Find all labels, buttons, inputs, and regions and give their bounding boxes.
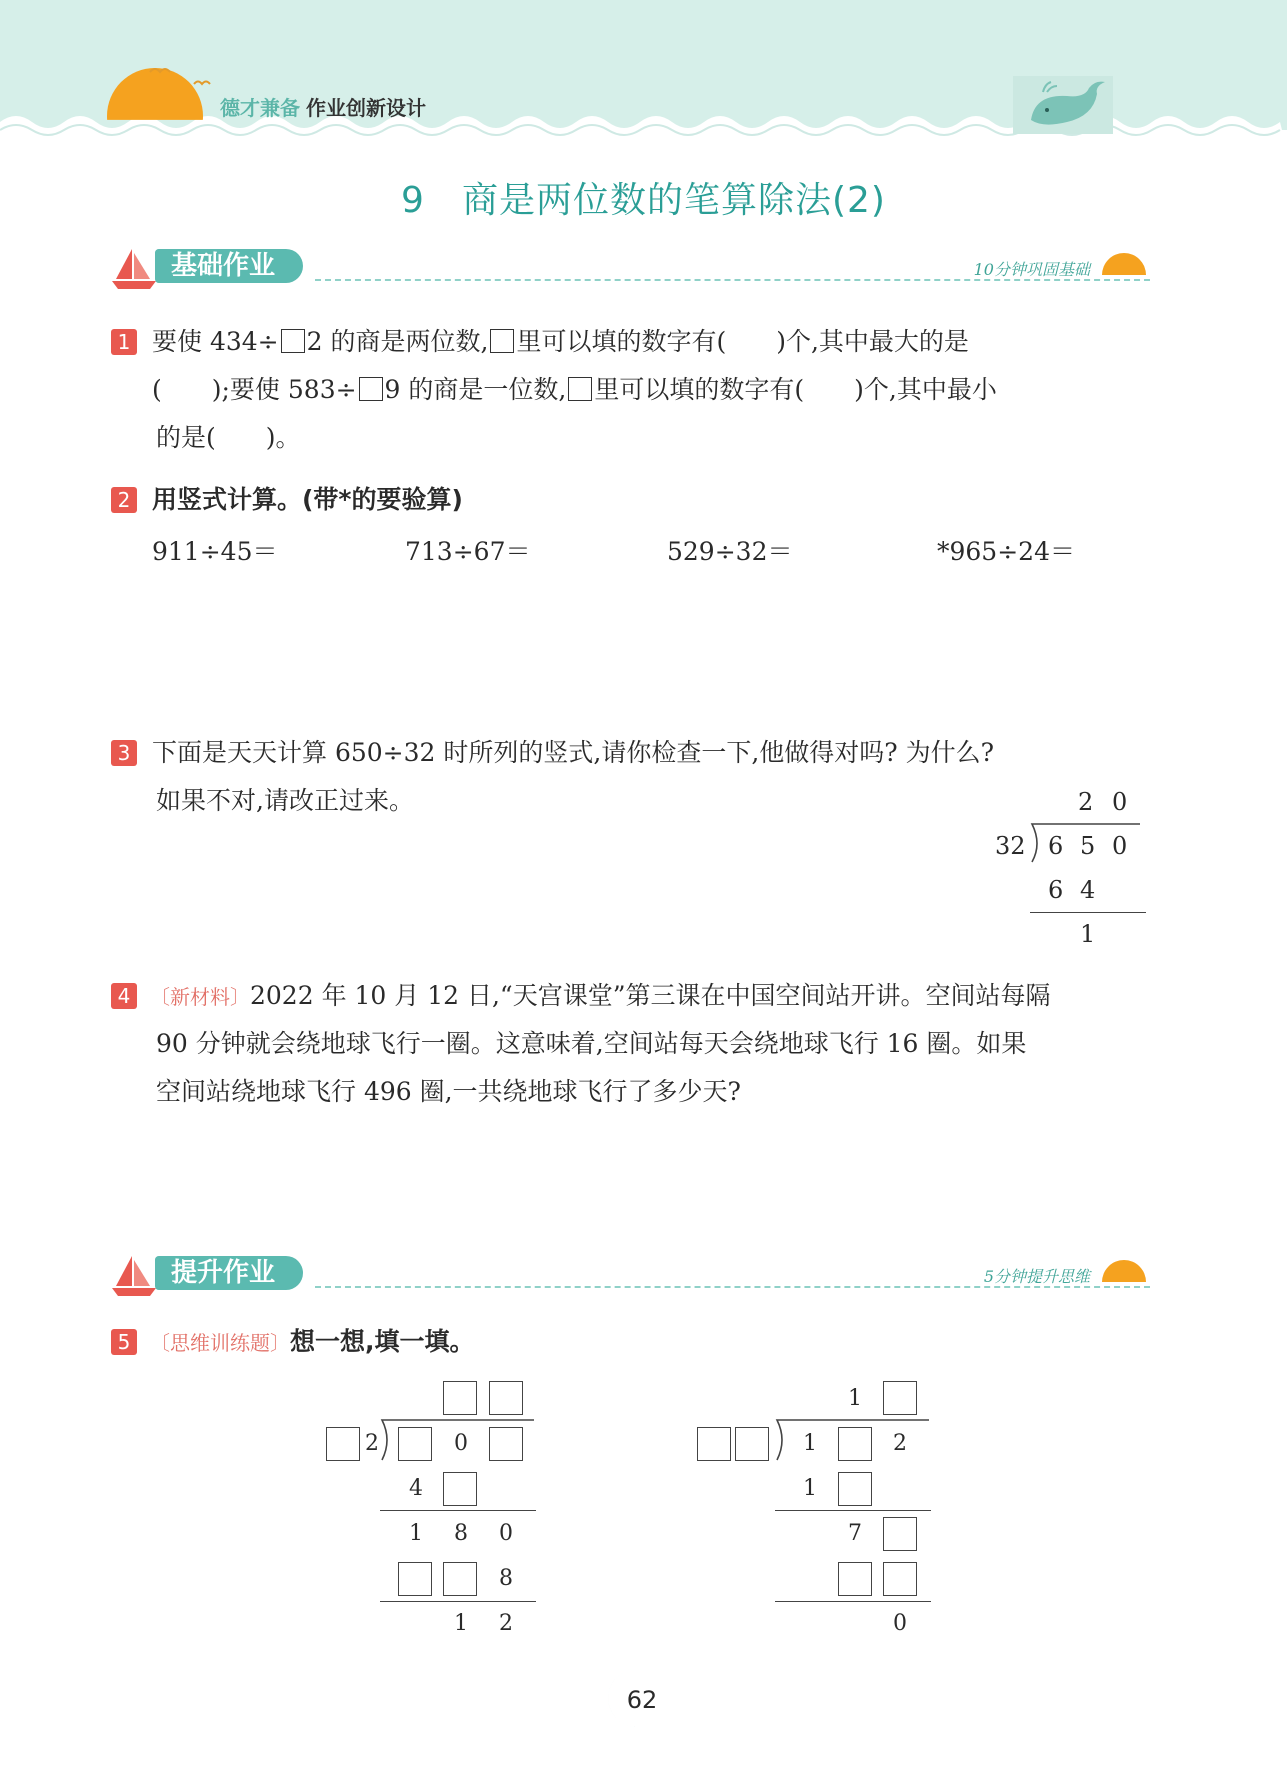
brand-name: 德才兼备 [220,96,300,120]
dividend-digit: 0 [1112,832,1128,860]
blank-box[interactable] [568,377,592,401]
blank-box[interactable] [490,329,514,353]
blank-box[interactable] [281,329,305,353]
q4-line3: 空间站绕地球飞行 496 圈,一共绕地球飞行了多少天? [156,1077,741,1106]
sailboat-icon [110,245,158,293]
material-tag: 〔新材料〕 [150,985,250,1009]
division-line [380,1601,536,1602]
blank-box[interactable] [838,1562,872,1596]
remainder-digit: 0 [499,1521,513,1546]
division-line [380,1510,536,1511]
division-line [1030,912,1146,913]
section-basic-label: 基础作业 [155,249,303,283]
q2-item: 911÷45＝ [152,537,278,566]
remainder-digit: 8 [454,1521,468,1546]
section-advanced-hint: 5分钟提升思维 [983,1267,1090,1286]
blank-box[interactable] [735,1427,769,1461]
blank-box[interactable] [838,1427,872,1461]
q5-line [150,1318,475,1367]
blank-box[interactable] [883,1562,917,1596]
blank-box[interactable] [398,1562,432,1596]
dividend-digit: 5 [1080,832,1096,860]
remainder-digit: 1 [454,1611,468,1636]
divisor-digit: 2 [365,1431,379,1456]
blank-box[interactable] [883,1381,917,1415]
blank-box[interactable] [443,1472,477,1506]
blank-box[interactable] [697,1427,731,1461]
dividend-digit: 6 [1048,832,1064,860]
q1-line2 [152,366,997,414]
q1-line3: 的是( )。 [156,423,301,452]
q2-item: 713÷67＝ [405,537,531,566]
brand [220,92,426,121]
q1-text-f: 里可以填的数字有( )个,其中最小 [594,375,997,404]
remainder-digit: 0 [893,1611,907,1636]
dividend-digit: 2 [893,1431,907,1456]
product-digit: 1 [803,1476,817,1501]
blank-box[interactable] [443,1381,477,1415]
page-number: 62 [626,1686,658,1714]
q4-line1 [150,972,1051,1021]
q1-text-c: 里可以填的数字有( )个,其中最大的是 [516,327,969,356]
q2-item: 529÷32＝ [667,537,793,566]
remainder-digit: 7 [848,1521,862,1546]
q3-line1: 下面是天天计算 650÷32 时所列的竖式,请你检查一下,他做得对吗? 为什么? [152,738,995,767]
section-basic-header [110,243,1150,293]
quotient-digit: 2 [1078,788,1094,816]
divisor: 32 [995,832,1026,860]
q1-text-d: ( );要使 583÷ [152,375,357,404]
product-digit: 8 [499,1566,513,1591]
sailboat-icon [110,1252,158,1300]
blank-box[interactable] [489,1427,523,1461]
blank-box[interactable] [443,1562,477,1596]
question-number: 5 [111,1329,137,1355]
question-number: 3 [111,740,137,766]
question-number: 2 [111,487,137,513]
q2-item: *965÷24＝ [937,537,1075,566]
q1-text-b: 2 的商是两位数, [306,327,489,356]
question-number: 1 [111,329,137,355]
whale-icon [1013,76,1113,134]
q4-text: 2022 年 10 月 12 日,“天宫课堂”第三课在中国空间站开讲。空间站每隔 [250,981,1051,1010]
q1-line1 [152,318,969,366]
division-line [775,1601,931,1602]
dividend-digit: 1 [803,1431,817,1456]
section-advanced-header [110,1250,1150,1300]
sun-icon [1102,1260,1146,1304]
q5-instruction: 想一想,填一填。 [290,1327,475,1356]
blank-box[interactable] [883,1517,917,1551]
remainder-digit: 2 [499,1611,513,1636]
training-tag: 〔思维训练题〕 [150,1331,290,1355]
dividend-digit: 0 [454,1431,468,1456]
product-digit: 6 [1048,876,1064,904]
blank-box[interactable] [398,1427,432,1461]
remainder-digit: 1 [409,1521,423,1546]
remainder: 1 [1080,920,1096,948]
q2-instruction: 用竖式计算。(带*的要验算) [152,485,463,514]
product-digit: 4 [409,1476,423,1501]
q3-line2: 如果不对,请改正过来。 [156,786,414,815]
division-line [775,1510,931,1511]
page-title: 9 商是两位数的笔算除法(2) [401,180,886,221]
birds-icon [148,62,218,98]
q1-text-e: 9 的商是一位数, [384,375,567,404]
quotient-digit: 1 [848,1386,862,1411]
q4-line2: 90 分钟就会绕地球飞行一圈。这意味着,空间站每天会绕地球飞行 16 圈。如果 [156,1029,1027,1058]
brand-series: 作业创新设计 [306,96,426,120]
product-digit: 4 [1080,876,1096,904]
section-basic-hint: 10分钟巩固基础 [973,260,1090,279]
q1-text-a: 要使 434÷ [152,327,279,356]
quotient-digit: 0 [1112,788,1128,816]
section-advanced-label: 提升作业 [155,1256,303,1290]
sun-icon [1102,253,1146,297]
question-number: 4 [111,983,137,1009]
blank-box[interactable] [838,1472,872,1506]
blank-box[interactable] [489,1381,523,1415]
blank-box[interactable] [359,377,383,401]
